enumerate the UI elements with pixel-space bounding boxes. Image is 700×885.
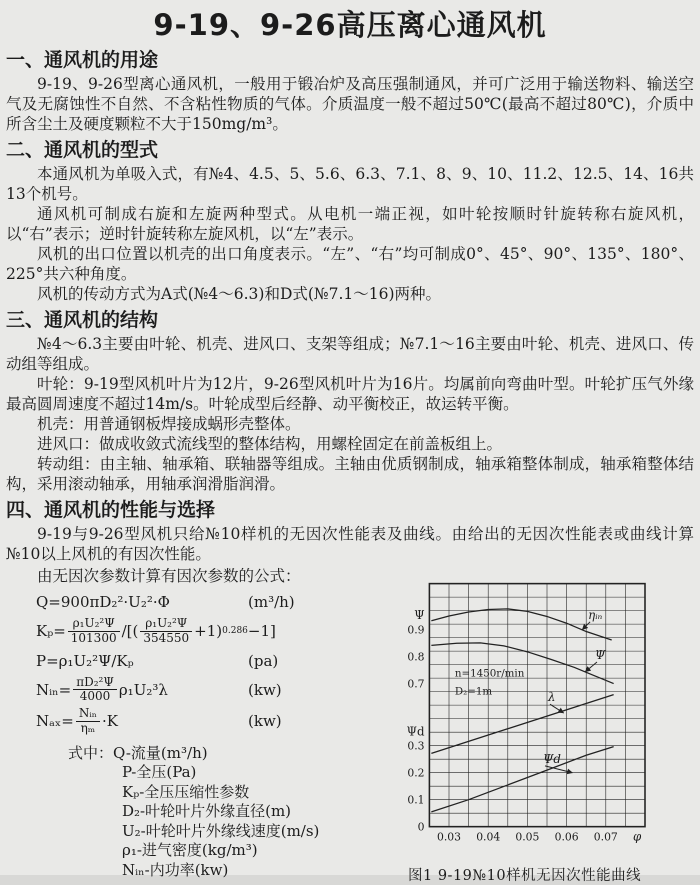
- formula-nin-rhs: ρ₁U₂³λ: [118, 680, 168, 699]
- chart-caption: 图1 9-19№10样机无因次性能曲线: [408, 868, 642, 884]
- paragraph: 本通风机为单吸入式，有№4、4.5、5、5.6、6.3、7.1、8、9、10、11.2、12.5、14、16共13个机号。: [6, 165, 694, 203]
- legend-item: Q-流量(m³/h): [113, 743, 208, 762]
- paragraph: 通风机可制成右旋和左旋两种型式。从电机一端正视，如叶轮按顺时针旋转称右旋风机，以“右”表示；逆时针旋转称左旋风机，以“左”表示。: [6, 205, 694, 243]
- fraction-denominator: 354550: [143, 630, 190, 645]
- fraction-numerator: Nᵢₙ: [76, 707, 100, 722]
- two-column-region: [6, 566, 694, 885]
- formula-column: [6, 566, 398, 885]
- formula-kp-mid: /[(: [121, 622, 139, 641]
- series-label: Ψ: [595, 648, 606, 663]
- formula-kp-tail2: −1]: [247, 622, 276, 641]
- y-tick-label: 0.1: [407, 793, 425, 807]
- y-tick-label: 0.7: [407, 677, 425, 691]
- legend-item: ρ₁-进气密度(kg/m³): [122, 841, 258, 860]
- formula-flow-unit: (m³/h): [248, 593, 295, 611]
- fraction-numerator: ρ₁U₂²Ψ: [140, 617, 192, 632]
- section-heading-types: 二、通风机的型式: [6, 139, 159, 161]
- formula-pressure: [36, 649, 398, 673]
- page-title: 9-19、9-26高压离心通风机: [153, 8, 547, 42]
- paragraph: 机壳：用普通钢板焊接成蜗形壳整体。: [37, 415, 301, 433]
- paragraph: 9-19与9-26型风机只给№10样机的无因次性能表及曲线。由给出的无因次性能表或曲线计算№10以上风机的有因次性能。: [6, 525, 694, 563]
- section-heading-usage: 一、通风机的用途: [6, 49, 159, 71]
- series-label-arrow: [550, 704, 564, 713]
- chart-column: [398, 566, 694, 885]
- series-label: Ψd: [543, 751, 561, 766]
- series-label: ηᵢₙ: [588, 607, 603, 622]
- legend-item: U₂-叶轮叶片外缘线速度(m/s): [122, 821, 320, 840]
- fraction-numerator: ρ₁U₂²Ψ: [68, 617, 120, 632]
- legend-line: [68, 744, 398, 764]
- formula-kp-lhs: Kₚ=: [36, 622, 66, 641]
- formula-kp-exponent: 0.286: [222, 626, 248, 637]
- formula-block: [36, 590, 398, 736]
- series-label: λ: [547, 690, 556, 705]
- legend-item: Kₚ-全压压缩性参数: [122, 782, 250, 801]
- x-tick-label: 0.04: [476, 830, 501, 844]
- paragraph: 进风口：做成收敛式流线型的整体结构，用螺栓固定在前盖板组上。: [37, 435, 503, 453]
- fraction-denominator: 101300: [70, 630, 117, 645]
- x-axis-label: φ: [633, 829, 642, 844]
- formula-kp: [36, 617, 398, 646]
- series-label-arrow: [585, 662, 597, 672]
- formula-internal-power: [36, 676, 398, 705]
- formula-flow-expr: Q=900πD₂²·U₂²·Φ: [36, 593, 170, 611]
- y-axis-upper-label: Ψ: [414, 607, 425, 622]
- annotation-diameter: D₂=1m: [454, 685, 493, 698]
- fraction-denominator: 4000: [79, 689, 111, 704]
- formula-pressure-expr: P=ρ₁U₂²Ψ/Kₚ: [36, 651, 134, 670]
- fraction: [68, 617, 120, 646]
- y-axis-lower-label: Ψd: [406, 724, 425, 739]
- formula-shaft-power: [36, 707, 398, 736]
- legend-item: D₂-叶轮叶片外缘直径(m): [122, 802, 292, 821]
- paragraph: №4～6.3主要由叶轮、机壳、进风口、支架等组成；№7.1～16主要由叶轮、机壳、进风口、传动组等组成。: [6, 335, 694, 373]
- formula-pressure-unit: (pa): [248, 651, 279, 670]
- formula-nax-unit: (kw): [248, 712, 282, 731]
- paragraph: 转动组：由主轴、轴承箱、联轴器等组成。主轴由优质钢制成，轴承箱整体制成，轴承箱整体结构，采用滚动轴承，用轴承润滑脂润滑。: [6, 455, 694, 493]
- formula-kp-tail1: +1): [194, 622, 223, 641]
- section-heading-structure: 三、通风机的结构: [6, 309, 159, 331]
- legend-item: P-全压(Pa): [122, 763, 197, 782]
- y-tick-label: 0.3: [407, 739, 425, 753]
- formula-nin-lhs: Nᵢₙ=: [36, 680, 72, 699]
- fraction: [140, 617, 192, 646]
- annotation-speed: n=1450r/min: [454, 667, 525, 680]
- y-tick-label: 0.2: [407, 766, 425, 780]
- legend-label: 式中：: [68, 743, 114, 762]
- formula-flow: [36, 590, 398, 614]
- fraction: [76, 707, 100, 736]
- section-heading-performance: 四、通风机的性能与选择: [6, 499, 216, 521]
- formula-nin-unit: (kw): [248, 680, 282, 699]
- fraction-denominator: ηₘ: [80, 720, 96, 735]
- formula-nax-rhs: ·K: [101, 712, 118, 731]
- paragraph: 9-19、9-26型离心通风机，一般用于锻冶炉及高压强制通风，并可广泛用于输送物料、输送空气及无腐蚀性不自然、不含粘性物质的气体。介质温度一般不超过50℃(最高不超过80℃)，介质中所含尘土及硬度颗粒不大于150mg/m³。: [6, 75, 694, 133]
- x-tick-label: 0.03: [437, 830, 461, 844]
- paragraph: 风机的出口位置以机壳的出口角度表示。“左”、“右”均可制成0°、45°、90°、135°、180°、225°共六种角度。: [6, 245, 694, 283]
- symbol-legend: [68, 744, 398, 881]
- formula-intro-line: 由无因次参数计算有因次参数的公式：: [37, 567, 301, 585]
- chart-wrap: [398, 568, 694, 885]
- fraction-numerator: πD₂²Ψ: [73, 676, 117, 691]
- x-tick-label: 0.05: [515, 830, 540, 844]
- y-tick-label: 0: [417, 820, 425, 834]
- formula-nax-lhs: Nₐₓ=: [36, 712, 74, 731]
- x-tick-label: 0.06: [554, 830, 579, 844]
- fraction: [73, 676, 117, 705]
- paragraph: 叶轮：9-19型风机叶片为12片，9-26型风机叶片为16片。均属前向弯曲叶型。叶轮扩压气外缘最高圆周速度不超过14m/s。叶轮成型后经静、动平衡校正，故运转平衡。: [6, 375, 694, 413]
- x-tick-label: 0.07: [593, 830, 618, 844]
- paragraph: 风机的传动方式为A式(№4～6.3)和D式(№7.1～16)两种。: [37, 285, 442, 303]
- y-tick-label: 0.9: [407, 623, 425, 637]
- y-tick-label: 0.8: [407, 650, 425, 664]
- legend-item: Nᵢₙ-内功率(kw): [122, 860, 229, 879]
- performance-chart: [400, 568, 694, 856]
- series-1: [431, 609, 611, 640]
